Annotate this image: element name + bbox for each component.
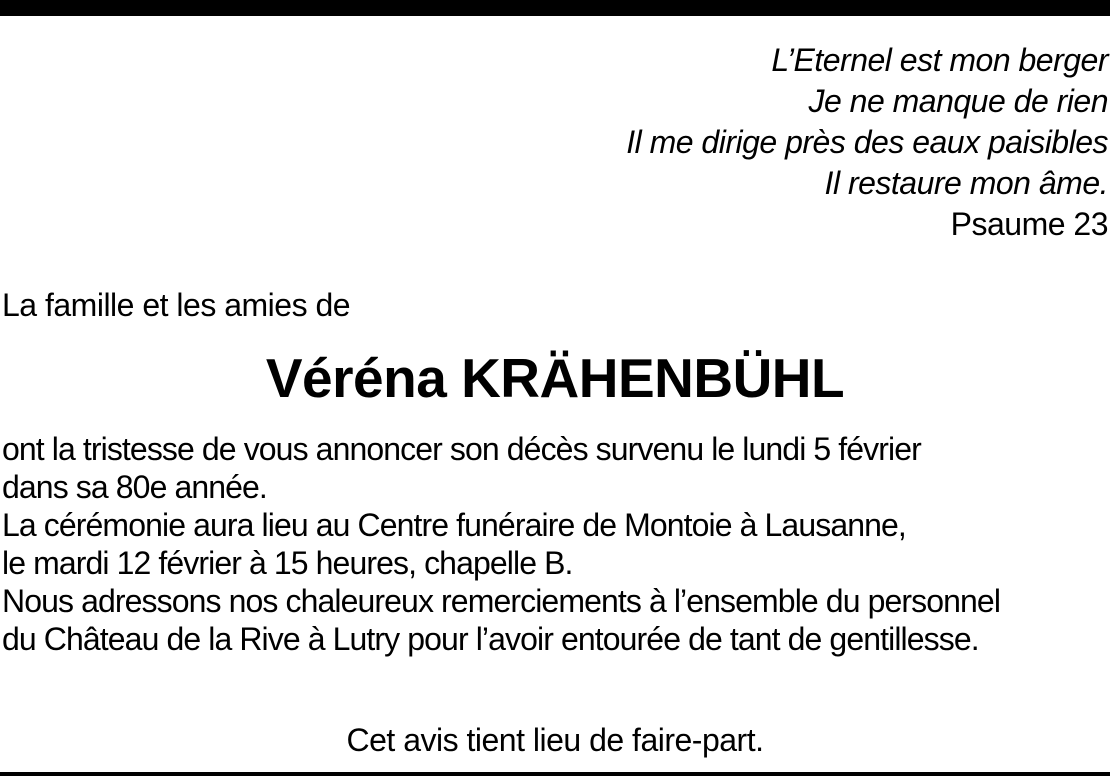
top-border-rule (0, 0, 1110, 16)
psalm-verse (626, 40, 1108, 245)
body-line: ont la tristesse de vous annoncer son décès survenu le lundi 5 février (2, 431, 921, 467)
verse-source: Psaume 23 (950, 206, 1108, 242)
verse-line: Il me dirige près des eaux paisibles (626, 124, 1108, 160)
body-line: dans sa 80e année. (2, 469, 267, 505)
verse-line: Il restaure mon âme. (824, 165, 1108, 201)
bottom-border-rule (0, 772, 1110, 776)
verse-line: Je ne manque de rien (808, 83, 1108, 119)
announcement-body (2, 430, 1000, 658)
body-line: du Château de la Rive à Lutry pour l’avoir entourée de tant de gentillesse. (2, 621, 979, 657)
body-line: le mardi 12 février à 15 heures, chapelle B. (2, 545, 573, 581)
body-line: La cérémonie aura lieu au Centre funéraire de Montoie à Lausanne, (2, 507, 906, 543)
verse-line: L’Eternel est mon berger (771, 42, 1108, 78)
closing-note: Cet avis tient lieu de faire-part. (346, 722, 764, 758)
deceased-name: Véréna KRÄHENBÜHL (265, 347, 845, 409)
intro-text: La famille et les amies de (2, 287, 351, 323)
body-line: Nous adressons nos chaleureux remerciements à l’ensemble du personnel (2, 583, 1001, 619)
